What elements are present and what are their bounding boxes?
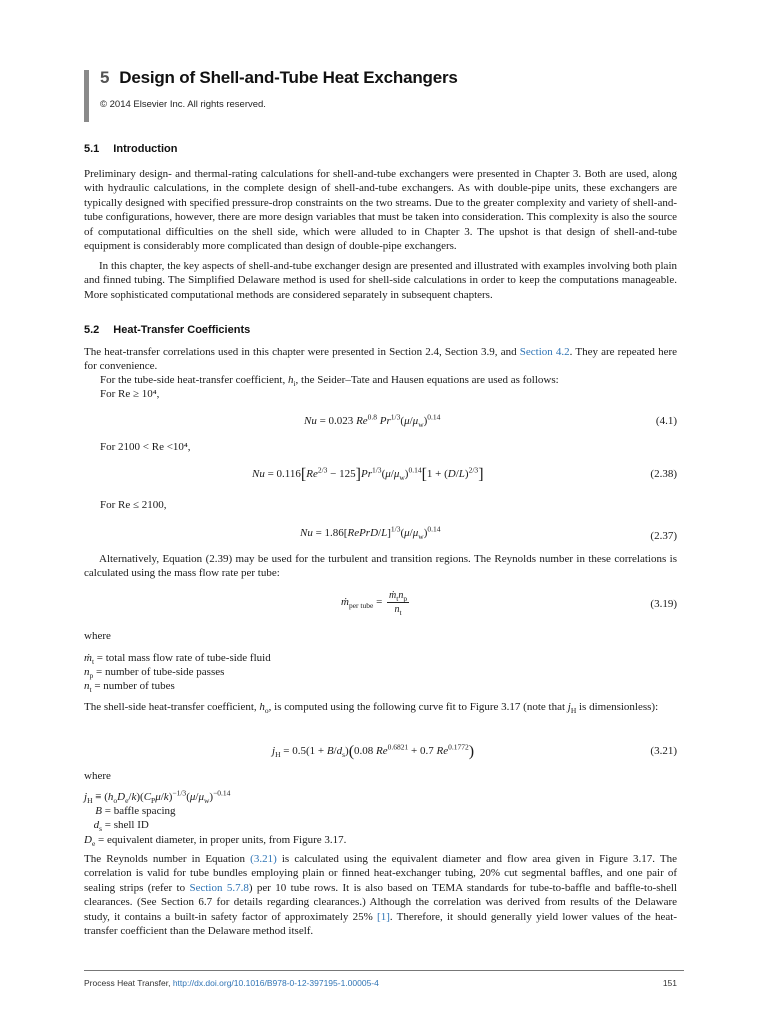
definitions-2 — [84, 790, 346, 847]
equation-2-37: $Nu = 1.86[RePrD/L]^{1/3}(\mu/\mu_w)^{0.14}$ — [300, 524, 441, 542]
definition-mt: ṁ$_t$ = total mass flow rate of tube-side fluid — [84, 652, 271, 667]
copyright: © 2014 Elsevier Inc. All rights reserved. — [100, 99, 266, 110]
equation-number-2-37: (2.37) — [650, 530, 677, 542]
where-1: where — [84, 630, 111, 642]
intro-paragraph-2: In this chapter, the key aspects of shell-and-tube exchanger design are presented and illustrated with examples involving both plain and finned tubing. The Simplified Delaware method is used for shell-side calculations in order to keep the computations manageable. More sophisticated computational methods are considered separately in subsequent chapters. — [84, 260, 677, 301]
equation-2-38: $Nu = 0.116[Re^{2/3} - 125]Pr^{1/3}(\mu/\mu_w)^{0.14}[1 + (D/L)^{2/3}]$ — [252, 465, 484, 483]
section-heading-5-2: 5.2 Heat-Transfer Coefficients — [84, 324, 251, 336]
equation-number-2-38: (2.38) — [650, 468, 677, 480]
chapter-title: Design of Shell-and-Tube Heat Exchangers — [119, 68, 458, 87]
condition-2: For 2100 < Re <10⁴, — [100, 441, 191, 453]
tube-side-line: For the tube-side heat-transfer coefficient, $h_i$, the Seider–Tate and Hausen equations are used as follows: — [100, 374, 559, 389]
equation-number-3-21: (3.21) — [650, 745, 677, 757]
alternative-paragraph: Alternatively, Equation (2.39) may be used for the turbulent and transition regions. The Reynolds number in these correlations is calculated using the mass flow rate per tube: — [84, 553, 677, 580]
section-heading-5-1: 5.1 Introduction — [84, 143, 178, 155]
equation-3-21: $j_H = 0.5(1 + B/d_s)(0.08$ $Re^{0.6821} + 0.7$ $Re^{0.1772}$) — [272, 742, 475, 760]
footer-source: Process Heat Transfer, http://dx.doi.org/10.1016/B978-0-12-397195-1.00005-4 — [84, 978, 379, 988]
definition-jh: $j_H \equiv (h_oD_e/k)(C_P\mu/k)^{-1/3}(\mu/\mu_w)^{-0.14}$ — [84, 788, 231, 806]
definition-nt: $n_t$ = number of tubes — [84, 680, 175, 695]
section-5-7-8-link[interactable]: Section 5.7.8 — [189, 881, 249, 894]
page-number: 151 — [662, 978, 677, 988]
condition-1: For Re ≥ 10⁴, — [100, 388, 160, 400]
definitions-1 — [84, 651, 271, 694]
condition-3: For Re ≤ 2100, — [100, 499, 167, 511]
shell-side-paragraph: The shell-side heat-transfer coefficient, $h_o$, is computed using the following curve fit to Figure 3.17 (note that $j_H$ is dimensionless): — [84, 701, 659, 716]
equation-3-21-link[interactable]: (3.21) — [250, 853, 277, 865]
chapter-number: 5 — [100, 68, 110, 87]
doi-link[interactable]: http://dx.doi.org/10.1016/B978-0-12-397195-1.00005-4 — [172, 978, 379, 988]
definition-b: B = baffle spacing — [95, 805, 176, 818]
where-2: where — [84, 770, 111, 782]
reference-1-link[interactable]: [1] — [377, 910, 390, 923]
footer-rule — [84, 970, 684, 971]
definition-np: $n_p$ = number of tube-side passes — [84, 666, 225, 681]
equation-3-19: ṁ$_{per tube}$ = $\frac{ṁ_tn_p}{n_t}$ — [341, 590, 408, 617]
equation-number-3-19: (3.19) — [650, 598, 677, 610]
chapter-bar — [84, 70, 89, 122]
definition-ds: $d_s$ = shell ID — [93, 819, 149, 834]
reynolds-paragraph: The Reynolds number in Equation (3.21) is calculated using the equivalent diameter and flow area given in Figure 3.17. The correlation is valid for tube bundles employing plain or finned heat-exchanger tubing, 20% cut segmental baffles, and one pair of sealing strips (refer to Section 5.7.8) per 10 tube rows. It is also based on TEMA standards for tube-to-baffle and baffle-to-shell clearances. (See Section 6.7 for details regarding clearances.) Although the correlation was derived from results of the Delaware study, it contains a built-in safety factor of approximately 25% [1]. Therefore, it should generally yield lower values of the heat-transfer coefficient than the Delaware method itself. — [84, 853, 678, 938]
section-4-2-link[interactable]: Section 4.2 — [519, 346, 570, 358]
definition-de: $D_e$ = equivalent diameter, in proper units, from Figure 3.17. — [84, 833, 347, 848]
equation-number-4-1: (4.1) — [655, 415, 677, 427]
equation-4-1: Nu = 0.023 $Re^{0.8}$ $Pr^{1/3}(\mu/\mu_w)^{0.14}$ — [304, 412, 441, 430]
intro-paragraph-1: Preliminary design- and thermal-rating calculations for shell-and-tube exchangers were presented in Chapter 3. Both are used, along with hydraulic calculations, in the complete design of shell-and-tube exchangers. As with double-pipe units, these exchangers are typically designed with specified pressure-drop constraints on the two streams. Due to the greater complexity and variety of shell-and-tube configurations, however, there are more design variables that must be taken into consideration. This complexity is also the source of computational difficulties on the shell side, which were alluded to in Chapter 3. The upshot is that design of shell-and-tube equipment is considerably more complicated than design of double-pipe exchangers. — [84, 168, 677, 253]
chapter-heading — [100, 68, 458, 88]
correlations-paragraph: The heat-transfer correlations used in this chapter were presented in Section 2.4, Section 3.9, and Section 4.2. They are repeated here for convenience. — [84, 346, 678, 373]
